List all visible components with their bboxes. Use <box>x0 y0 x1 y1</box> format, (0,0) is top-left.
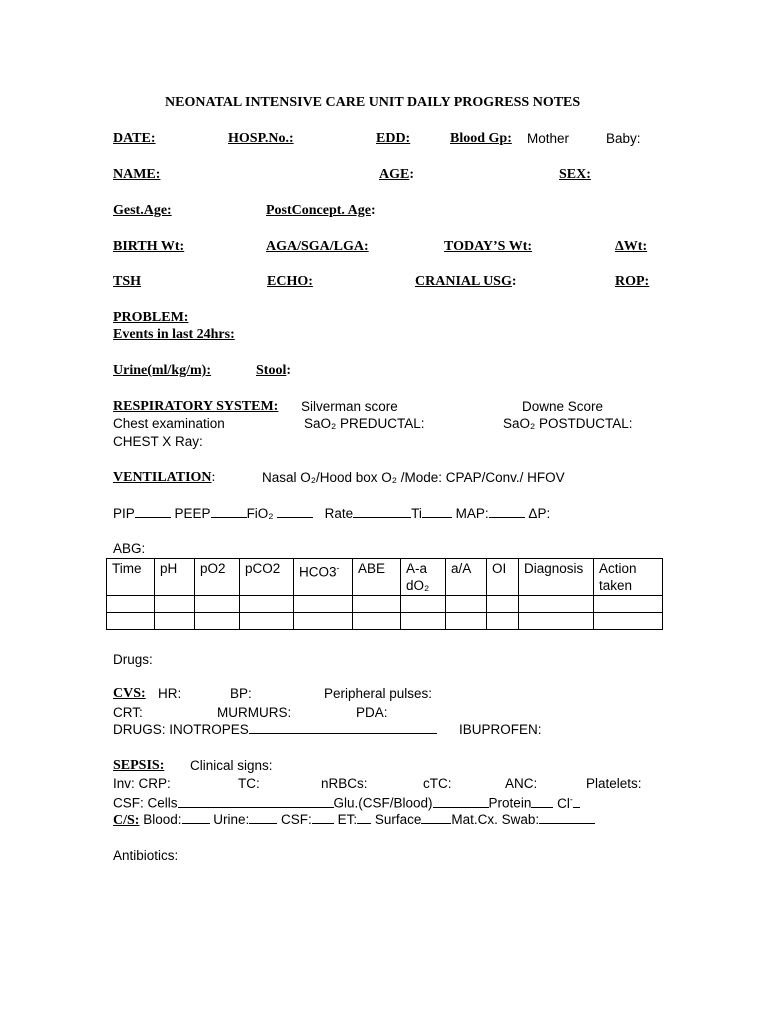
table-cell[interactable] <box>446 613 487 630</box>
abg-header-pco2: pCO2 <box>240 559 294 596</box>
ti-blank[interactable] <box>422 516 452 518</box>
problem-label: PROBLEM: <box>113 310 189 325</box>
inotropes-blank[interactable] <box>249 732 437 734</box>
ctc-label: cTC: <box>423 776 452 791</box>
urine-culture-label: Urine: <box>213 812 250 827</box>
sao2-postductal-label: SaO₂ POSTDUCTAL: <box>503 416 633 431</box>
maternal-swab-label: Mat.Cx. Swab: <box>451 812 540 827</box>
cs-heading: C/S: <box>113 813 140 828</box>
name-label: NAME: <box>113 167 161 182</box>
abg-header-a-ratio: a/A <box>446 559 487 596</box>
table-cell[interactable] <box>294 596 353 613</box>
abg-table <box>106 558 663 630</box>
abg-header-oi: OI <box>487 559 519 596</box>
cranial-usg-label: CRANIAL USG: <box>415 274 517 289</box>
abg-label: ABG: <box>113 541 146 556</box>
glucose-blank[interactable] <box>433 806 489 808</box>
rate-blank[interactable] <box>353 516 411 518</box>
csf-cells-blank[interactable] <box>178 806 334 808</box>
nrbcs-label: nRBCs: <box>321 776 368 791</box>
csf-culture-blank[interactable] <box>312 822 334 824</box>
table-cell[interactable] <box>195 596 240 613</box>
glucose-label: Glu.(CSF/Blood) <box>333 795 433 811</box>
et-culture-label: ET: <box>337 812 358 827</box>
age-label: AGE: <box>379 167 415 182</box>
blood-group-label: Blood Gp: <box>450 131 512 146</box>
date-label: DATE: <box>113 131 156 146</box>
birth-weight-label: BIRTH Wt: <box>113 239 185 254</box>
drugs-inotropes-row <box>113 722 437 737</box>
surface-culture-blank[interactable] <box>421 822 451 824</box>
anc-label: ANC: <box>505 776 538 791</box>
protein-label: Protein <box>488 795 532 811</box>
table-cell[interactable] <box>107 596 155 613</box>
postconcept-age-label: PostConcept. Age: <box>266 203 376 218</box>
map-label: MAP: <box>455 506 489 521</box>
maternal-swab-blank[interactable] <box>539 822 595 824</box>
events-last-24hrs-label: Events in last 24hrs: <box>113 327 235 342</box>
peep-label: PEEP <box>174 506 211 521</box>
table-cell[interactable] <box>401 596 446 613</box>
table-cell[interactable] <box>594 613 663 630</box>
table-cell[interactable] <box>487 596 519 613</box>
sepsis-heading: SEPSIS: <box>113 758 165 773</box>
chest-xray-label: CHEST X Ray: <box>113 434 203 449</box>
abg-header-a-a-do2: A-a dO₂ <box>401 559 446 596</box>
rop-label: ROP: <box>615 274 650 289</box>
table-cell[interactable] <box>519 596 594 613</box>
respiratory-system-heading: RESPIRATORY SYSTEM: <box>113 399 279 414</box>
todays-weight-label: TODAY’S Wt: <box>444 239 533 254</box>
blood-pressure-label: BP: <box>230 686 252 701</box>
platelets-label: Platelets: <box>586 776 642 791</box>
abg-header-hco3: HCO3- <box>294 559 353 596</box>
table-cell[interactable] <box>353 596 401 613</box>
urine-output-label: Urine(ml/kg/m): <box>113 363 211 378</box>
table-cell[interactable] <box>294 613 353 630</box>
table-row <box>107 613 663 630</box>
abg-header-po2: pO2 <box>195 559 240 596</box>
heart-rate-label: HR: <box>158 686 182 701</box>
chloride-blank[interactable] <box>573 806 580 808</box>
table-cell[interactable] <box>155 596 195 613</box>
map-blank[interactable] <box>489 516 525 518</box>
antibiotics-label: Antibiotics: <box>113 848 179 863</box>
crp-label: Inv: CRP: <box>113 776 171 791</box>
chest-examination-label: Chest examination <box>113 416 225 431</box>
table-cell[interactable] <box>353 613 401 630</box>
surface-culture-label: Surface <box>374 812 422 827</box>
table-cell[interactable] <box>195 613 240 630</box>
csf-culture-label: CSF: <box>281 812 312 827</box>
crt-label: CRT: <box>113 705 143 720</box>
inotropes-label: DRUGS: INOTROPES <box>113 722 249 737</box>
table-cell[interactable] <box>487 613 519 630</box>
murmurs-label: MURMURS: <box>217 705 292 720</box>
table-row <box>107 596 663 613</box>
delta-weight-label: ΔWt: <box>615 239 648 254</box>
gestational-age-label: Gest.Age: <box>113 203 172 218</box>
hosp-no-label: HOSP.No.: <box>228 131 294 146</box>
ventilation-heading: VENTILATION: <box>113 470 216 485</box>
abg-header-time: Time <box>107 559 155 596</box>
rate-label: Rate <box>324 506 354 521</box>
table-cell[interactable] <box>240 613 294 630</box>
abg-header-diagnosis: Diagnosis <box>519 559 594 596</box>
table-cell[interactable] <box>446 596 487 613</box>
table-cell[interactable] <box>107 613 155 630</box>
abg-header-ph: pH <box>155 559 195 596</box>
drugs-label: Drugs: <box>113 652 153 667</box>
sao2-preductal-label: SaO₂ PREDUCTAL: <box>304 416 425 431</box>
fio2-blank[interactable] <box>277 516 313 518</box>
table-cell[interactable] <box>401 613 446 630</box>
abg-header-abe: ABE <box>353 559 401 596</box>
tc-label: TC: <box>238 776 260 791</box>
silverman-score-label: Silverman score <box>301 399 398 414</box>
stool-label: Stool: <box>256 363 292 378</box>
sex-label: SEX: <box>559 167 591 182</box>
et-culture-blank[interactable] <box>357 822 371 824</box>
echo-label: ECHO: <box>267 274 313 289</box>
protein-blank[interactable] <box>531 806 553 808</box>
ti-label: Ti <box>411 506 422 521</box>
table-cell[interactable] <box>594 596 663 613</box>
pda-label: PDA: <box>356 705 388 720</box>
page-title: NEONATAL INTENSIVE CARE UNIT DAILY PROGRESS NOTES <box>165 95 581 110</box>
peripheral-pulses-label: Peripheral pulses: <box>324 686 433 701</box>
ventilator-settings-row <box>113 506 550 521</box>
peep-blank[interactable] <box>211 516 247 518</box>
blood-group-baby-label: Baby: <box>606 131 641 146</box>
abg-header-action-taken: Action taken <box>594 559 663 596</box>
pip-blank[interactable] <box>135 516 171 518</box>
cvs-heading: CVS: <box>113 686 146 701</box>
aga-sga-lga-label: AGA/SGA/LGA: <box>266 239 369 254</box>
blood-culture-blank[interactable] <box>182 822 210 824</box>
delta-p-label: ΔP: <box>528 506 551 521</box>
abg-header-row <box>107 559 663 596</box>
clinical-signs-label: Clinical signs: <box>190 758 273 773</box>
ibuprofen-label: IBUPROFEN: <box>459 722 542 737</box>
pip-label: PIP <box>113 506 135 521</box>
table-cell[interactable] <box>519 613 594 630</box>
csf-row <box>113 794 580 811</box>
edd-label: EDD: <box>376 131 411 146</box>
tsh-label: TSH <box>113 274 142 289</box>
urine-culture-blank[interactable] <box>249 822 277 824</box>
table-cell[interactable] <box>155 613 195 630</box>
culture-row <box>113 812 595 829</box>
downe-score-label: Downe Score <box>522 399 604 414</box>
table-cell[interactable] <box>240 596 294 613</box>
chloride-label: Cl- <box>557 794 573 811</box>
blood-culture-label: Blood: <box>143 812 182 827</box>
blood-group-mother-label: Mother <box>527 131 570 146</box>
csf-cells-label: CSF: Cells <box>113 795 178 811</box>
ventilation-modes-label: Nasal O₂/Hood box O₂ /Mode: CPAP/Conv./ HFOV <box>262 470 565 485</box>
fio2-label: FiO₂ <box>246 506 274 521</box>
